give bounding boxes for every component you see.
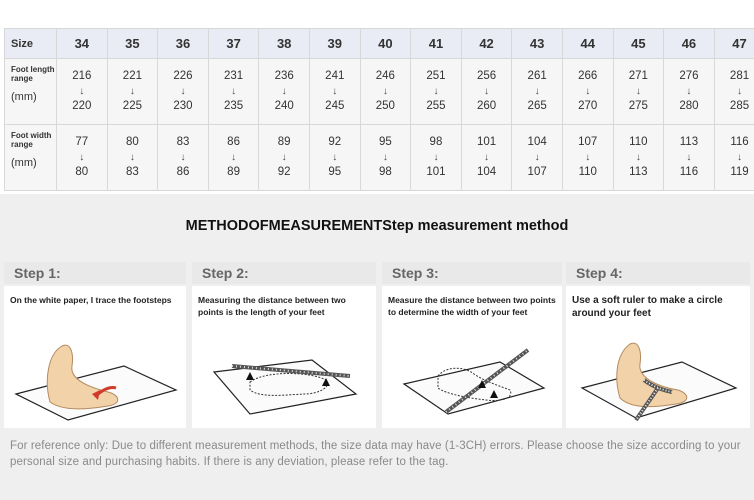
length-min: 231 bbox=[223, 70, 244, 82]
unit-label: (mm) bbox=[11, 91, 37, 103]
width-max: 95 bbox=[328, 166, 342, 178]
length-min: 261 bbox=[527, 70, 547, 82]
length-min: 256 bbox=[476, 70, 497, 82]
size-cell: 44 bbox=[562, 29, 613, 59]
width-min: 98 bbox=[429, 136, 443, 148]
length-max: 275 bbox=[628, 100, 648, 112]
width-min: 95 bbox=[378, 136, 392, 148]
down-arrow-icon: ↓ bbox=[79, 86, 85, 97]
down-arrow-icon: ↓ bbox=[534, 86, 540, 97]
down-arrow-icon: ↓ bbox=[737, 152, 743, 163]
down-arrow-icon: ↓ bbox=[281, 152, 287, 163]
length-cell bbox=[664, 59, 715, 125]
down-arrow-icon: ↓ bbox=[382, 86, 388, 97]
down-arrow-icon: ↓ bbox=[635, 86, 641, 97]
down-arrow-icon: ↓ bbox=[635, 152, 641, 163]
unit-label: (mm) bbox=[11, 157, 37, 169]
width-max: 110 bbox=[578, 166, 597, 178]
width-cell bbox=[208, 125, 259, 191]
foot-length-label bbox=[5, 59, 57, 125]
width-min: 107 bbox=[578, 136, 598, 148]
width-min: 83 bbox=[176, 136, 190, 148]
foot-width-illustration bbox=[382, 332, 562, 424]
length-max: 265 bbox=[527, 100, 547, 112]
width-min: 101 bbox=[476, 136, 497, 148]
width-min: 104 bbox=[527, 136, 547, 148]
width-max: 92 bbox=[277, 166, 291, 178]
width-max: 119 bbox=[730, 166, 749, 178]
length-cell bbox=[613, 59, 664, 125]
down-arrow-icon: ↓ bbox=[79, 152, 85, 163]
size-cell: 46 bbox=[664, 29, 715, 59]
length-min: 266 bbox=[578, 70, 598, 82]
length-cell bbox=[259, 59, 310, 125]
width-max: 101 bbox=[426, 166, 446, 178]
foot-width-row bbox=[5, 125, 754, 191]
down-arrow-icon: ↓ bbox=[484, 152, 490, 163]
width-cell bbox=[664, 125, 715, 191]
size-cell: 43 bbox=[512, 29, 563, 59]
step-4-card bbox=[566, 286, 750, 428]
down-arrow-icon: ↓ bbox=[129, 152, 135, 163]
down-arrow-icon: ↓ bbox=[332, 86, 338, 97]
length-cell bbox=[360, 59, 411, 125]
length-max: 230 bbox=[173, 100, 193, 112]
step-2-label: Step 2: bbox=[192, 262, 376, 284]
length-cell bbox=[512, 59, 563, 125]
down-arrow-icon: ↓ bbox=[585, 152, 591, 163]
size-cell: 47 bbox=[714, 29, 754, 59]
length-max: 240 bbox=[274, 100, 294, 112]
down-arrow-icon: ↓ bbox=[180, 86, 186, 97]
width-min: 92 bbox=[328, 136, 342, 148]
size-cell: 34 bbox=[57, 29, 108, 59]
width-cell bbox=[158, 125, 209, 191]
length-max: 235 bbox=[223, 100, 244, 112]
down-arrow-icon: ↓ bbox=[231, 86, 237, 97]
foot-length-row bbox=[5, 59, 754, 125]
width-min: 110 bbox=[629, 136, 648, 148]
foot-trace-illustration bbox=[4, 332, 186, 424]
width-cell bbox=[57, 125, 108, 191]
width-cell bbox=[309, 125, 360, 191]
length-min: 276 bbox=[679, 70, 699, 82]
size-cell: 38 bbox=[259, 29, 310, 59]
length-cell bbox=[411, 59, 462, 125]
width-min: 77 bbox=[75, 136, 89, 148]
width-cell bbox=[360, 125, 411, 191]
width-cell bbox=[562, 125, 613, 191]
down-arrow-icon: ↓ bbox=[433, 86, 439, 97]
step-4-text: Use a soft ruler to make a circle around your feet bbox=[572, 295, 723, 319]
down-arrow-icon: ↓ bbox=[382, 152, 388, 163]
length-min: 246 bbox=[375, 70, 395, 82]
foot-length-label-text: Foot length range bbox=[11, 65, 55, 83]
width-cell bbox=[613, 125, 664, 191]
length-cell bbox=[107, 59, 158, 125]
down-arrow-icon: ↓ bbox=[180, 152, 186, 163]
down-arrow-icon: ↓ bbox=[433, 152, 439, 163]
down-arrow-icon: ↓ bbox=[332, 152, 338, 163]
length-cell bbox=[714, 59, 754, 125]
length-min: 221 bbox=[122, 70, 142, 82]
width-max: 116 bbox=[679, 166, 699, 178]
size-cell: 35 bbox=[107, 29, 158, 59]
length-cell bbox=[57, 59, 108, 125]
length-min: 271 bbox=[628, 70, 648, 82]
size-cell: 45 bbox=[613, 29, 664, 59]
foot-width-label-text: Foot width range bbox=[11, 131, 52, 149]
measurement-method-section bbox=[0, 194, 754, 500]
step-3-card bbox=[382, 286, 562, 428]
length-min: 216 bbox=[72, 70, 92, 82]
length-max: 225 bbox=[122, 100, 142, 112]
length-max: 255 bbox=[426, 100, 446, 112]
length-cell bbox=[461, 59, 512, 125]
length-min: 241 bbox=[325, 70, 345, 82]
length-min: 236 bbox=[274, 70, 294, 82]
size-cell: 39 bbox=[309, 29, 360, 59]
down-arrow-icon: ↓ bbox=[686, 86, 692, 97]
width-max: 89 bbox=[227, 166, 240, 178]
step-2-card bbox=[192, 286, 376, 428]
reference-note: For reference only: Due to different measurement methods, the size data may have (1-3CH) errors. Please choose the size according to your personal size and purchasing habits. If there is any deviation, please refer to the tag. bbox=[10, 440, 741, 468]
width-max: 98 bbox=[378, 166, 392, 178]
width-max: 107 bbox=[527, 166, 547, 178]
width-max: 86 bbox=[176, 166, 190, 178]
width-min: 89 bbox=[277, 136, 291, 148]
width-max: 80 bbox=[75, 166, 89, 178]
width-max: 83 bbox=[125, 166, 139, 178]
length-max: 260 bbox=[476, 100, 497, 112]
step-2-text: Measuring the distance between two points is the length of your feet bbox=[198, 295, 346, 317]
foot-width-label bbox=[5, 125, 57, 191]
width-cell bbox=[107, 125, 158, 191]
method-title: METHODOFMEASUREMENTStep measurement method bbox=[185, 218, 569, 234]
down-arrow-icon: ↓ bbox=[231, 152, 237, 163]
length-max: 285 bbox=[729, 100, 750, 112]
step-1-text: On the white paper, I trace the footsteps bbox=[10, 295, 172, 305]
length-cell bbox=[309, 59, 360, 125]
length-cell bbox=[158, 59, 209, 125]
width-min: 116 bbox=[730, 136, 749, 148]
width-cell bbox=[461, 125, 512, 191]
length-max: 270 bbox=[578, 100, 598, 112]
width-cell bbox=[259, 125, 310, 191]
length-max: 250 bbox=[375, 100, 395, 112]
size-row bbox=[5, 29, 754, 59]
down-arrow-icon: ↓ bbox=[484, 86, 490, 97]
size-cell: 37 bbox=[208, 29, 259, 59]
length-max: 245 bbox=[325, 100, 345, 112]
foot-circumference-illustration bbox=[566, 332, 750, 424]
width-min: 80 bbox=[125, 136, 139, 148]
width-cell bbox=[411, 125, 462, 191]
size-cell: 42 bbox=[461, 29, 512, 59]
length-min: 226 bbox=[173, 70, 193, 82]
size-cell: 40 bbox=[360, 29, 411, 59]
down-arrow-icon: ↓ bbox=[281, 86, 287, 97]
size-cell: 41 bbox=[411, 29, 462, 59]
width-min: 113 bbox=[679, 136, 699, 148]
length-max: 280 bbox=[679, 100, 699, 112]
length-cell bbox=[562, 59, 613, 125]
width-cell bbox=[512, 125, 563, 191]
length-cell bbox=[208, 59, 259, 125]
width-max: 104 bbox=[476, 166, 497, 178]
size-cell: 36 bbox=[158, 29, 209, 59]
length-min: 251 bbox=[426, 70, 446, 82]
down-arrow-icon: ↓ bbox=[686, 152, 692, 163]
down-arrow-icon: ↓ bbox=[129, 86, 135, 97]
length-max: 220 bbox=[72, 100, 92, 112]
foot-length-illustration bbox=[192, 332, 376, 424]
step-3-label: Step 3: bbox=[382, 262, 562, 284]
step-4-label: Step 4: bbox=[566, 262, 750, 284]
width-min: 86 bbox=[227, 136, 240, 148]
length-min: 281 bbox=[729, 70, 750, 82]
step-1-label: Step 1: bbox=[4, 262, 186, 284]
step-3-text: Measure the distance between two points to determine the width of your feet bbox=[388, 295, 556, 317]
size-chart-table bbox=[4, 28, 754, 191]
width-max: 113 bbox=[629, 166, 648, 178]
down-arrow-icon: ↓ bbox=[585, 86, 591, 97]
size-label: Size bbox=[5, 29, 57, 59]
step-1-card bbox=[4, 286, 186, 428]
down-arrow-icon: ↓ bbox=[737, 86, 743, 97]
width-cell bbox=[714, 125, 754, 191]
down-arrow-icon: ↓ bbox=[534, 152, 540, 163]
